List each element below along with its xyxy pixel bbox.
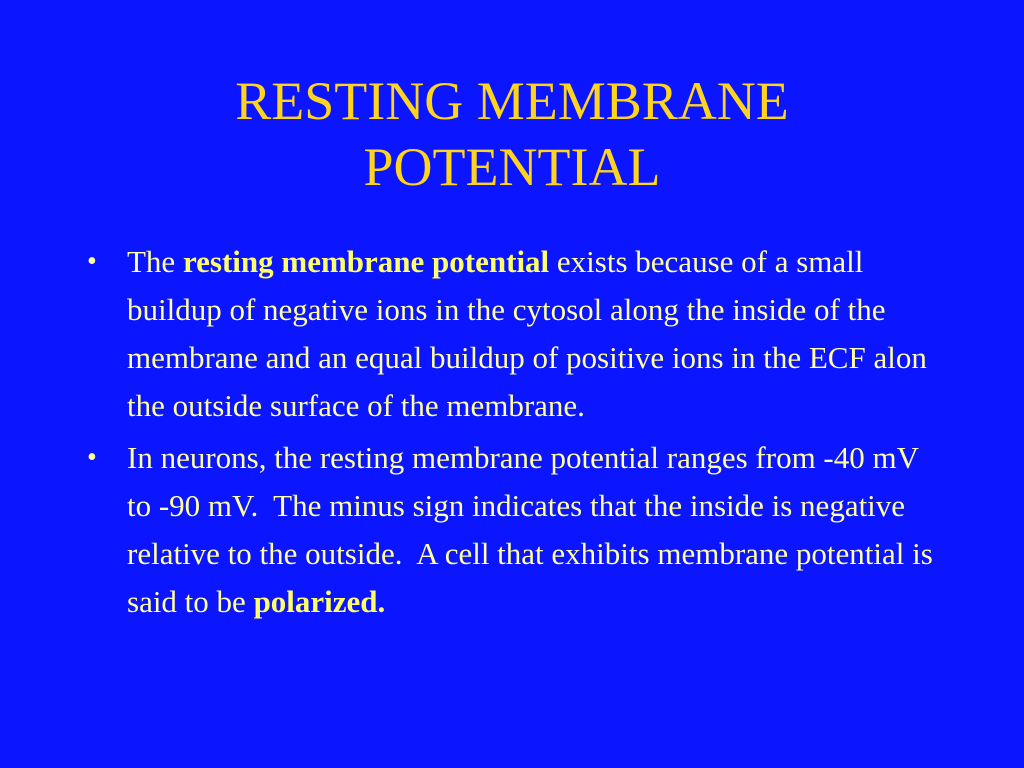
bullet-item-neurons	[84, 434, 944, 626]
bullet-icon: •	[87, 246, 97, 277]
bullet-item-resting-potential	[84, 238, 944, 430]
bullet-text-intro: The	[127, 244, 183, 279]
bullet-text-neurons: In neurons, the resting membrane potential ranges from -40 mV to -90 mV. The minus sign indicates that the inside is negative relative to the outside. A cell that exhibits membrane potential is said to be	[127, 440, 941, 619]
title-line-2: POTENTIAL	[363, 137, 661, 197]
bullet-list	[84, 238, 944, 630]
bullet-term-resting-membrane-potential: resting membrane potential	[182, 244, 550, 279]
bullet-icon: •	[87, 442, 97, 473]
slide-title	[0, 68, 1024, 200]
bullet-term-polarized: polarized.	[253, 584, 386, 619]
bullet-text-body: exists because of a small buildup of negative ions in the cytosol along the inside of the membrane and an equal buildup of positive ions in the ECF alon the outside surface of the membrane.	[127, 244, 935, 423]
title-line-1: RESTING MEMBRANE	[235, 71, 789, 131]
